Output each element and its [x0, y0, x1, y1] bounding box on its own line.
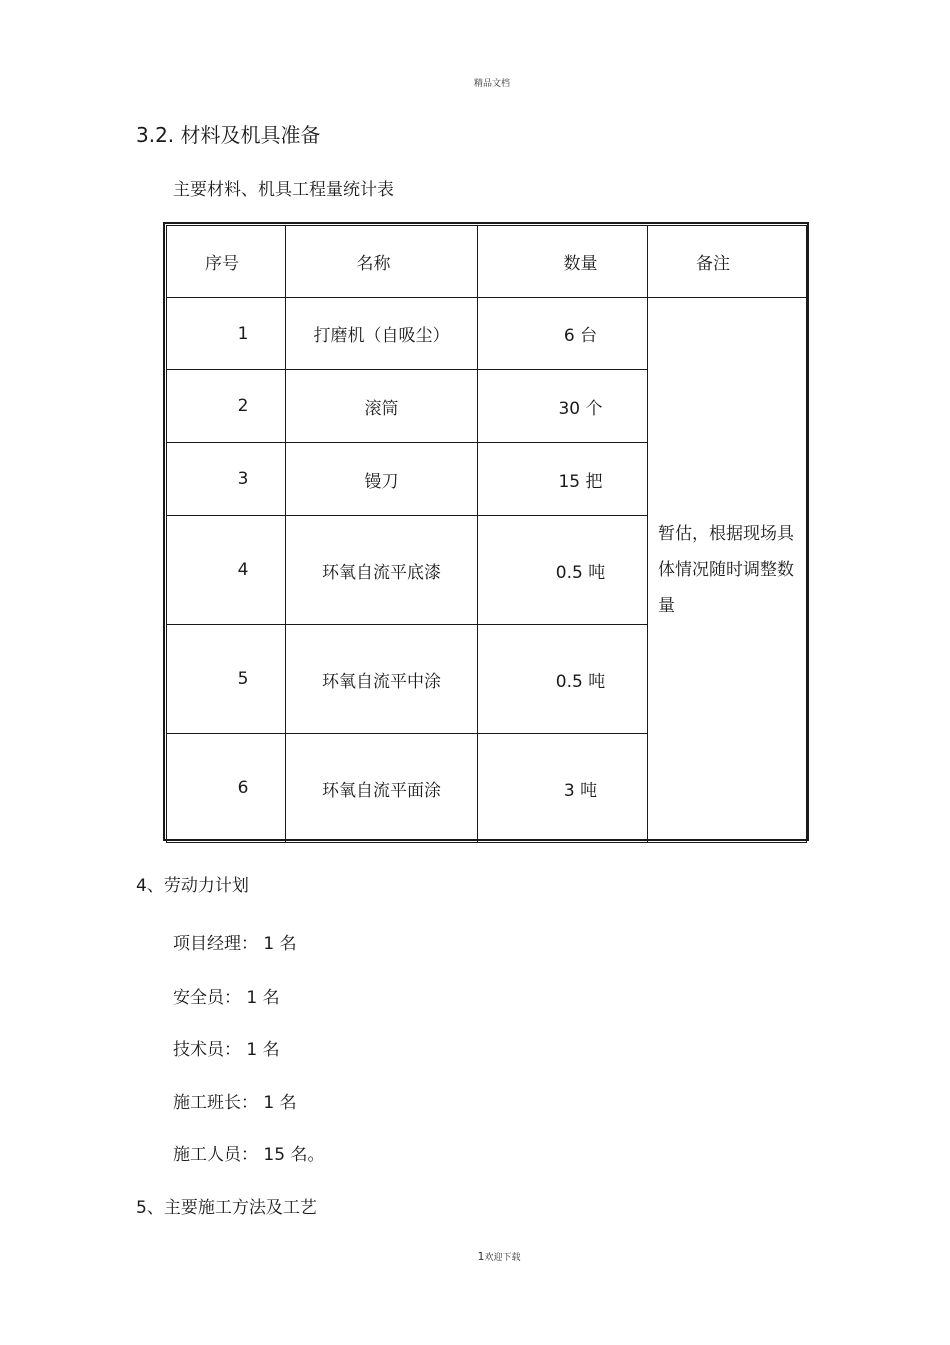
- cell-qty: 15 把: [478, 443, 648, 516]
- cell-no: 5: [167, 625, 286, 734]
- page-header-watermark: 精品文档: [473, 79, 510, 89]
- cell-no: 3: [167, 443, 286, 516]
- cell-name: 滚筒: [286, 370, 478, 443]
- table-row: [167, 298, 807, 370]
- page-number: 1: [477, 1250, 485, 1263]
- cell-qty: 30 个: [478, 370, 648, 443]
- table-header-row: [167, 226, 807, 298]
- header-cell-note: 备注: [648, 226, 807, 298]
- cell-no: 1: [167, 298, 286, 370]
- materials-table: [163, 222, 809, 841]
- labor-item-technician: 技术员： 1 名: [173, 1040, 280, 1060]
- labor-item-foreman: 施工班长： 1 名: [173, 1093, 297, 1113]
- cell-qty: 0.5 吨: [478, 625, 648, 734]
- cell-qty: 6 台: [478, 298, 648, 370]
- remarks-cell: 暂估，根据现场具体情况随时调整数量: [648, 298, 807, 843]
- section-5-heading: 5、主要施工方法及工艺: [136, 1198, 317, 1218]
- section-4-heading: 4、劳动力计划: [136, 876, 249, 896]
- labor-item-project-manager: 项目经理： 1 名: [173, 934, 297, 954]
- section-3-2-heading: 3.2. 材料及机具准备: [136, 123, 321, 147]
- cell-name: 打磨机（自吸尘）: [286, 298, 478, 370]
- cell-name: 环氧自流平底漆: [286, 516, 478, 625]
- cell-name: 镘刀: [286, 443, 478, 516]
- cell-no: 4: [167, 516, 286, 625]
- header-cell-qty: 数量: [478, 226, 648, 298]
- cell-name: 环氧自流平面涂: [286, 734, 478, 843]
- header-cell-no: 序号: [167, 226, 286, 298]
- cell-qty: 0.5 吨: [478, 516, 648, 625]
- footer-text: 欢迎下载: [484, 1253, 521, 1263]
- cell-no: 6: [167, 734, 286, 843]
- header-cell-name: 名称: [286, 226, 478, 298]
- labor-item-workers: 施工人员： 15 名。: [173, 1145, 325, 1165]
- cell-name: 环氧自流平中涂: [286, 625, 478, 734]
- table-caption: 主要材料、机具工程量统计表: [173, 180, 394, 200]
- labor-item-safety-officer: 安全员： 1 名: [173, 988, 280, 1008]
- page-footer: [0, 1250, 950, 1263]
- cell-no: 2: [167, 370, 286, 443]
- cell-qty: 3 吨: [478, 734, 648, 843]
